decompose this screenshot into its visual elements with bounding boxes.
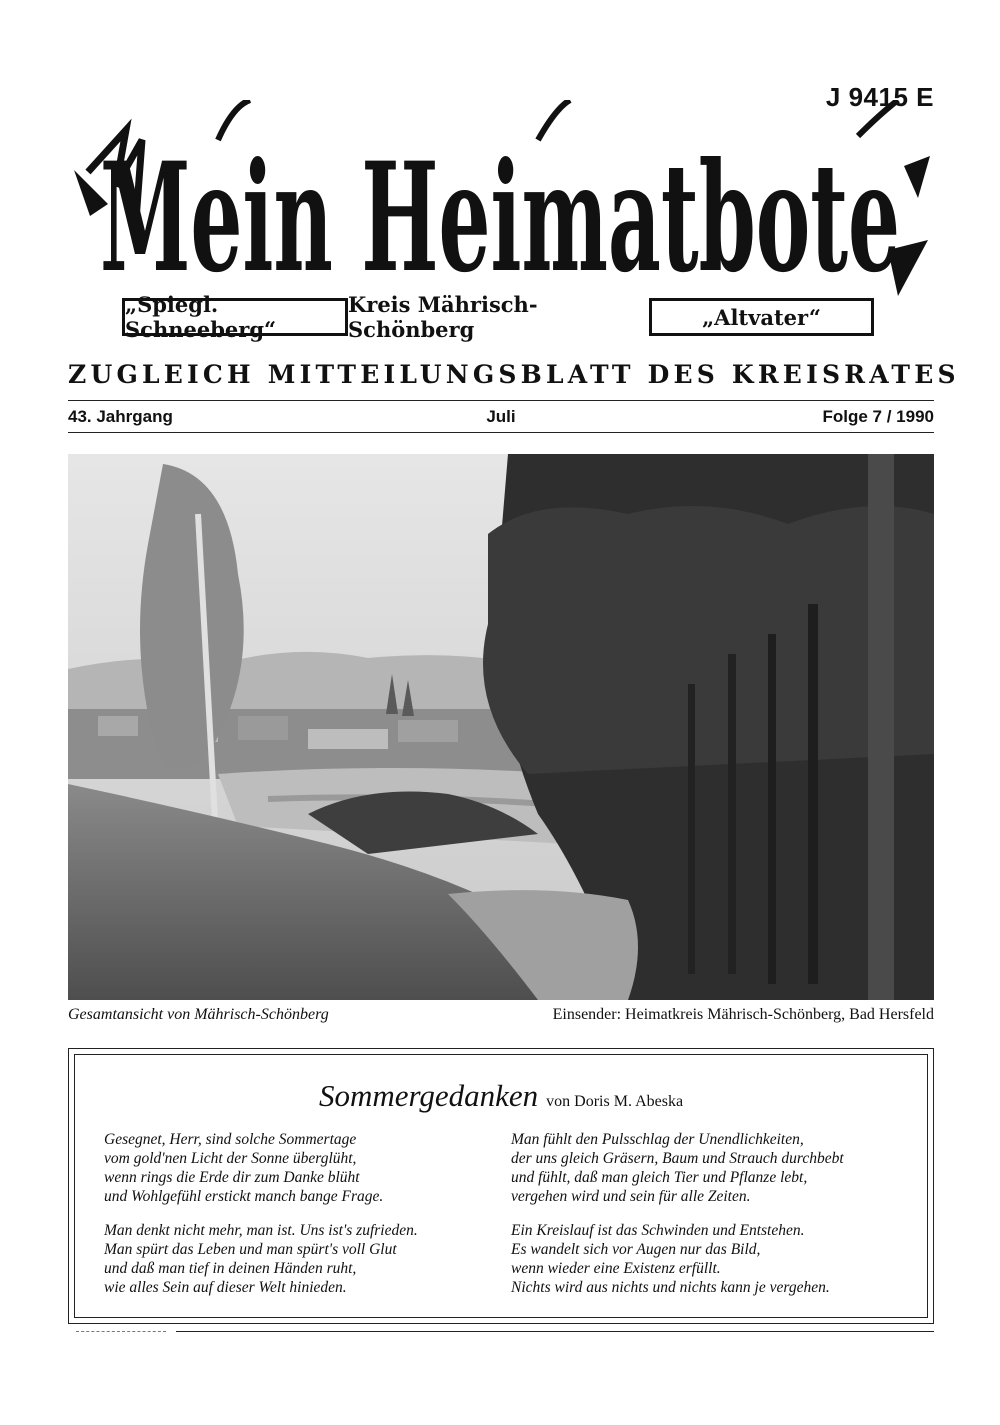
subtitle-center: Kreis Mährisch-Schönberg (348, 292, 538, 342)
issue-info-row (68, 404, 934, 430)
poem-heading (68, 1078, 934, 1114)
masthead-title: Mein Heimatbote (100, 130, 901, 300)
masthead-logo (68, 100, 932, 300)
issue-code: J 9415 E (825, 82, 934, 112)
masthead-subtitle-row (122, 292, 874, 342)
cover-photo (68, 454, 934, 1000)
poem-author: von Doris M. Abeska (546, 1093, 684, 1110)
stanza-2 (104, 1221, 418, 1297)
poem-line: vom gold'nen Licht der Sonne überglüht, (104, 1150, 357, 1167)
subtitle-box-left: „Spiegl. Schneeberg“ (122, 298, 348, 336)
poem-line: Nichts wird aus nichts und nichts kann je vergehen. (511, 1279, 830, 1296)
issue-number: Folge 7 / 1990 (822, 407, 934, 426)
poem-line: wenn wieder eine Existenz erfüllt. (511, 1260, 721, 1277)
poem-title: Sommergedanken (318, 1078, 539, 1113)
poem-line: der uns gleich Gräsern, Baum und Strauch durchbebt (511, 1150, 844, 1167)
footer-dash (76, 1331, 166, 1332)
photo-caption: Gesamtansicht von Mährisch-Schönberg (68, 1006, 329, 1023)
poem-line: Ein Kreislauf ist das Schwinden und Entstehen. (511, 1222, 805, 1239)
poem-line: Gesegnet, Herr, sind solche Sommertage (104, 1131, 357, 1148)
poem-line: wie alles Sein auf dieser Welt hinieden. (104, 1279, 347, 1296)
stanza-1 (104, 1130, 383, 1206)
poem-line: Man fühlt den Pulsschlag der Unendlichkeiten, (511, 1131, 804, 1148)
top-rule (68, 400, 934, 401)
tagline: ZUGLEICH MITTEILUNGSBLATT DES KREISRATES (68, 360, 960, 389)
poem-line: und daß man tief in deinen Händen ruht, (104, 1260, 357, 1277)
poem-line: wenn rings die Erde dir zum Danke blüht (104, 1169, 360, 1186)
footer-rule (176, 1331, 934, 1332)
month-label: Juli (486, 407, 516, 426)
stanza-3 (511, 1130, 844, 1206)
subtitle-box-right: „Altvater“ (649, 298, 874, 336)
stanza-4 (511, 1221, 830, 1297)
poem-line: Man spürt das Leben und man spürt's voll Glut (104, 1241, 397, 1258)
poem-line: vergehen wird und sein für alle Zeiten. (511, 1188, 751, 1205)
poem-line: Es wandelt sich vor Augen nur das Bild, (511, 1241, 761, 1258)
poem-line: und Wohlgefühl erstickt manch bange Frage. (104, 1188, 384, 1205)
bottom-rule (68, 432, 934, 433)
poem-line: Man denkt nicht mehr, man ist. Uns ist's zufrieden. (104, 1222, 418, 1239)
poem-line: und fühlt, daß man gleich Tier und Pflanze lebt, (511, 1169, 808, 1186)
photo-credit: Einsender: Heimatkreis Mährisch-Schönberg, Bad Hersfeld (552, 1006, 934, 1023)
volume-label: 43. Jahrgang (68, 407, 173, 426)
